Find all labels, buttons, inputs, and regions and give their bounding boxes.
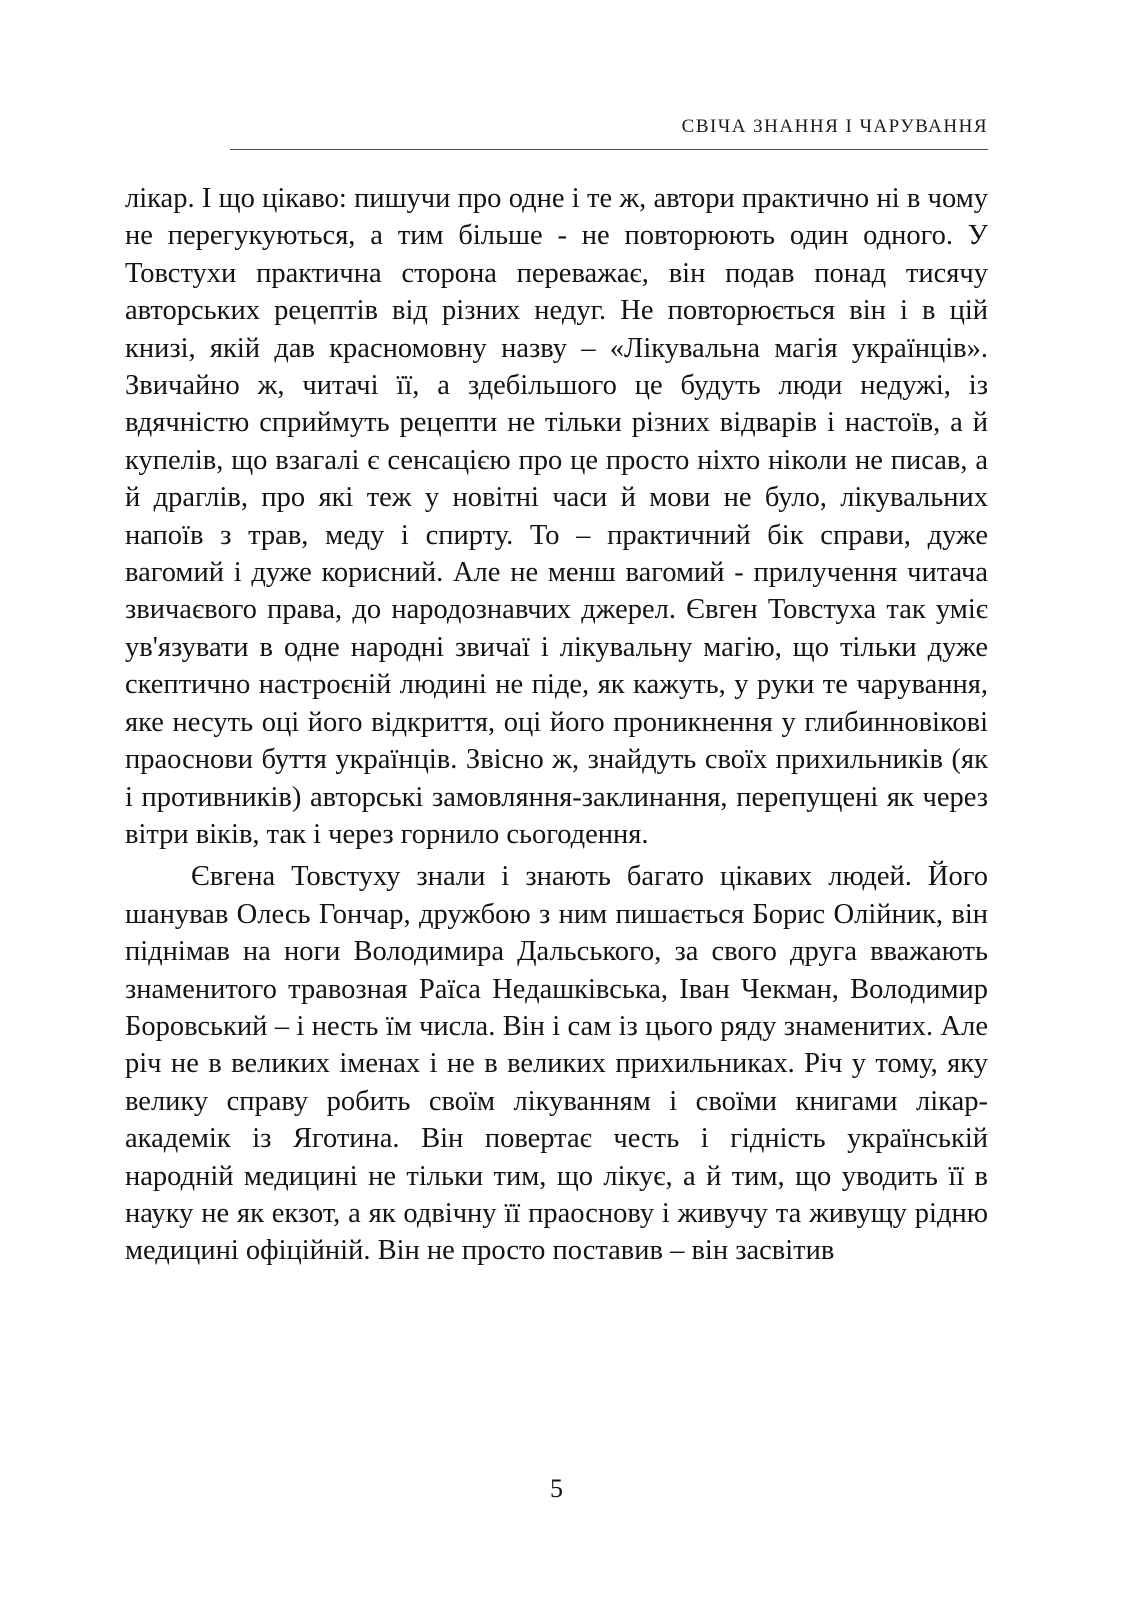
body-text — [125, 180, 988, 1270]
page-number: 5 — [550, 1474, 563, 1503]
paragraph: лікар. І що цікаво: пишучи про одне і те ж, автори практично ні в чому не перегукуються, а тим більше - не повторюють один одного. У Товстухи практична сторона переважає, він подав понад тисячу авторських рецептів від різних недуг. Не повторюється він і в цій книзі, якій дав красномовну назву – «Лікувальна магія українців». Звичайно ж, читачі її, а здебільшого це будуть люди недужі, із вдячністю сприймуть рецепти не тільки різних відварів і настоїв, а й купелів, що взагалі є сенсацією про це просто ніхто ніколи не писав, а й драглів, про які теж у новітні часи й мови не було, лікувальних напоїв з трав, меду і спирту. То – практичний бік справи, дуже вагомий і дуже корисний. Але не менш вагомий - прилучення читача звичаєвого права, до народознавчих джерел. Євген Товстуха так уміє ув'язувати в одне народні звичаї і лікувальну магію, що тільки дуже скептично настроєній людині не піде, як кажуть, у руки те чарування, яке несуть оці його відкриття, оці його проникнення у глибинновікові праоснови буття українців. Звісно ж, знайдуть своїх прихильників (як і противників) авторські замовляння-заклинання, перепущені як через вітри віків, так і через горнило сьогодення. — [125, 183, 988, 850]
paragraph: Євгена Товстуху знали і знають багато цікавих людей. Його шанував Олесь Гончар, дружбою з ним пишається Борис Олійник, він піднімав на ноги Володимира Дальського, за свого друга вважають знаменитого травозная Раїса Недашківська, Іван Чекман, Володимир Боровський – і несть їм числа. Він і сам із цього ряду знаменитих. Але річ не в великих іменах і не в великих прихильниках. Річ у тому, яку велику справу робить своїм лікуванням і своїми книгами лікар-академік із Яготина. Він повертає честь і гідність українській народній медицині не тільки тим, що лікує, а й тим, що уводить її в науку не як екзот, а як одвічну її праоснову і живучу та живущу рідню медицині офіційній. Він не просто поставив – він засвітив — [125, 861, 988, 1267]
header-rule — [230, 149, 988, 150]
running-header: СВІЧА ЗНАННЯ І ЧАРУВАННЯ — [681, 116, 988, 137]
